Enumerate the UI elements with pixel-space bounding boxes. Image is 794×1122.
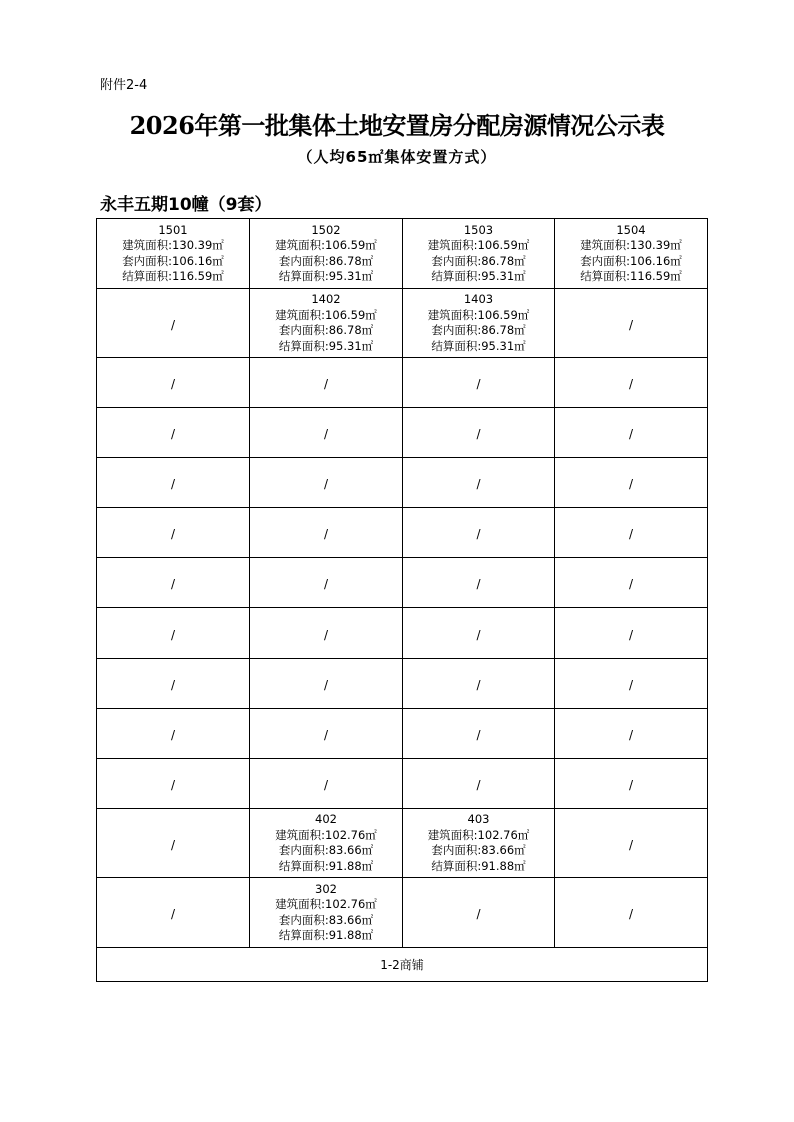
empty-mark: / (476, 678, 481, 692)
empty-mark: / (628, 907, 634, 921)
empty-mark: / (628, 477, 634, 491)
empty-cell (250, 508, 403, 558)
empty-cell (250, 759, 403, 809)
empty-mark: / (476, 477, 481, 491)
table-row (97, 219, 708, 289)
empty-cell (403, 709, 555, 759)
unit-area-line: 建筑面积:102.76㎡ (427, 827, 530, 842)
empty-cell (555, 358, 708, 408)
unit-area-line: 套内面积:83.66㎡ (431, 843, 526, 857)
unit-number: 1503 (463, 222, 494, 237)
building-label: 永丰五期10幢（9套） (100, 195, 272, 215)
empty-cell (97, 608, 250, 659)
unit-number: 1402 (311, 292, 341, 306)
empty-mark: / (628, 837, 634, 852)
empty-cell (555, 809, 708, 878)
unit-area-line: 建筑面积:106.59㎡ (427, 307, 530, 322)
empty-mark: / (170, 527, 176, 541)
unit-area-line: 套内面积:83.66㎡ (278, 843, 374, 857)
unit-area-line: 结算面积:91.88㎡ (278, 928, 374, 942)
empty-mark: / (476, 627, 481, 642)
empty-mark: / (323, 778, 329, 792)
unit-area-line: 建筑面积:106.59㎡ (427, 238, 530, 252)
empty-cell (555, 608, 708, 659)
empty-cell (97, 558, 250, 608)
table-row (97, 289, 708, 358)
unit-cell (403, 289, 555, 358)
empty-cell (250, 358, 403, 408)
table-row (97, 458, 708, 508)
unit-area-line: 结算面积:95.31㎡ (278, 338, 374, 353)
empty-mark: / (476, 728, 481, 742)
empty-cell (403, 358, 555, 408)
empty-mark: / (476, 577, 481, 591)
unit-cell (250, 809, 403, 878)
empty-cell (403, 558, 555, 608)
table-row (97, 809, 708, 878)
allocation-table (96, 218, 708, 982)
unit-area-line: 结算面积:116.59㎡ (580, 269, 682, 283)
unit-number: 302 (315, 881, 337, 896)
empty-mark: / (323, 627, 329, 642)
empty-mark: / (628, 728, 634, 742)
empty-mark: / (170, 427, 176, 441)
unit-area-line: 建筑面积:106.59㎡ (275, 238, 377, 252)
empty-cell (403, 408, 555, 458)
empty-cell (250, 709, 403, 759)
page-subtitle: （人均65㎡集体安置方式） (297, 148, 497, 166)
empty-mark: / (628, 317, 634, 332)
empty-cell (97, 759, 250, 809)
empty-cell (97, 659, 250, 709)
empty-cell (97, 709, 250, 759)
unit-number: 1504 (616, 222, 646, 237)
empty-cell (97, 878, 250, 948)
empty-mark: / (170, 477, 176, 491)
empty-cell (403, 878, 555, 948)
empty-cell (403, 608, 555, 659)
empty-mark: / (628, 377, 634, 391)
footer-cell: 1-2商铺 (97, 948, 708, 982)
empty-mark: / (170, 627, 176, 642)
empty-cell (403, 458, 555, 508)
empty-cell (403, 659, 555, 709)
empty-cell (555, 659, 708, 709)
unit-area-line: 套内面积:86.78㎡ (278, 253, 374, 268)
unit-area-line: 套内面积:106.16㎡ (122, 253, 224, 268)
empty-cell (403, 508, 555, 558)
empty-mark: / (170, 317, 176, 332)
table-row (97, 659, 708, 709)
unit-area-line: 套内面积:106.16㎡ (580, 253, 682, 268)
unit-number: 403 (467, 812, 490, 826)
unit-area-line: 结算面积:95.31㎡ (431, 269, 526, 283)
table-row (97, 878, 708, 948)
empty-mark: / (323, 728, 329, 742)
empty-cell (555, 408, 708, 458)
unit-area-line: 建筑面积:130.39㎡ (580, 238, 682, 252)
table-row (97, 948, 708, 982)
empty-cell (250, 608, 403, 659)
empty-cell (250, 408, 403, 458)
unit-number: 1403 (463, 292, 494, 306)
allocation-table-body (97, 219, 708, 982)
empty-mark: / (476, 907, 481, 921)
empty-mark: / (323, 527, 329, 541)
empty-mark: / (628, 778, 634, 792)
empty-mark: / (323, 678, 329, 692)
table-row (97, 608, 708, 659)
unit-cell (250, 878, 403, 948)
unit-cell (97, 219, 250, 289)
unit-area-line: 建筑面积:102.76㎡ (275, 827, 377, 842)
unit-area-line: 建筑面积:102.76㎡ (275, 897, 377, 911)
unit-number: 1501 (158, 222, 188, 237)
table-row (97, 558, 708, 608)
empty-mark: / (476, 427, 481, 441)
empty-cell (555, 709, 708, 759)
unit-area-line: 结算面积:95.31㎡ (431, 338, 526, 353)
empty-cell (250, 659, 403, 709)
unit-area-line: 套内面积:86.78㎡ (431, 253, 526, 268)
empty-mark: / (476, 778, 481, 792)
empty-mark: / (628, 427, 634, 441)
empty-cell (555, 558, 708, 608)
empty-cell (250, 558, 403, 608)
unit-area-line: 建筑面积:130.39㎡ (122, 238, 224, 252)
empty-cell (97, 508, 250, 558)
empty-cell (250, 458, 403, 508)
unit-area-line: 套内面积:86.78㎡ (278, 323, 374, 337)
empty-cell (97, 358, 250, 408)
empty-mark: / (476, 377, 481, 391)
empty-mark: / (628, 627, 634, 642)
table-row (97, 709, 708, 759)
unit-area-line: 结算面积:116.59㎡ (122, 269, 224, 283)
table-row (97, 759, 708, 809)
unit-cell (250, 219, 403, 289)
unit-area-line: 套内面积:83.66㎡ (278, 912, 374, 927)
empty-mark: / (170, 837, 176, 852)
empty-mark: / (476, 527, 481, 541)
empty-mark: / (170, 907, 176, 921)
empty-mark: / (628, 527, 634, 541)
empty-cell (97, 809, 250, 878)
empty-cell (555, 289, 708, 358)
empty-mark: / (170, 577, 176, 591)
empty-cell (555, 458, 708, 508)
unit-area-line: 套内面积:86.78㎡ (431, 323, 526, 337)
empty-mark: / (170, 377, 176, 391)
empty-mark: / (323, 577, 329, 591)
empty-cell (555, 508, 708, 558)
unit-number: 402 (315, 812, 337, 826)
attachment-label: 附件2-4 (100, 78, 148, 93)
empty-mark: / (628, 577, 634, 591)
empty-cell (555, 759, 708, 809)
unit-area-line: 结算面积:95.31㎡ (278, 269, 374, 283)
empty-mark: / (323, 477, 329, 491)
empty-cell (403, 759, 555, 809)
unit-number: 1502 (311, 222, 341, 237)
empty-cell (555, 878, 708, 948)
unit-area-line: 结算面积:91.88㎡ (431, 858, 526, 873)
unit-area-line: 结算面积:91.88㎡ (278, 858, 374, 873)
empty-mark: / (323, 377, 329, 391)
table-row (97, 408, 708, 458)
empty-mark: / (170, 778, 176, 792)
unit-area-line: 建筑面积:106.59㎡ (275, 307, 377, 322)
empty-mark: / (323, 427, 329, 441)
empty-cell (97, 408, 250, 458)
unit-cell (250, 289, 403, 358)
empty-cell (97, 458, 250, 508)
unit-cell (403, 809, 555, 878)
unit-cell (403, 219, 555, 289)
empty-mark: / (170, 678, 176, 692)
table-row (97, 358, 708, 408)
empty-mark: / (628, 678, 634, 692)
table-row (97, 508, 708, 558)
empty-mark: / (170, 728, 176, 742)
unit-cell (555, 219, 708, 289)
empty-cell (97, 289, 250, 358)
page-title: 2026年第一批集体土地安置房分配房源情况公示表 (129, 111, 665, 140)
